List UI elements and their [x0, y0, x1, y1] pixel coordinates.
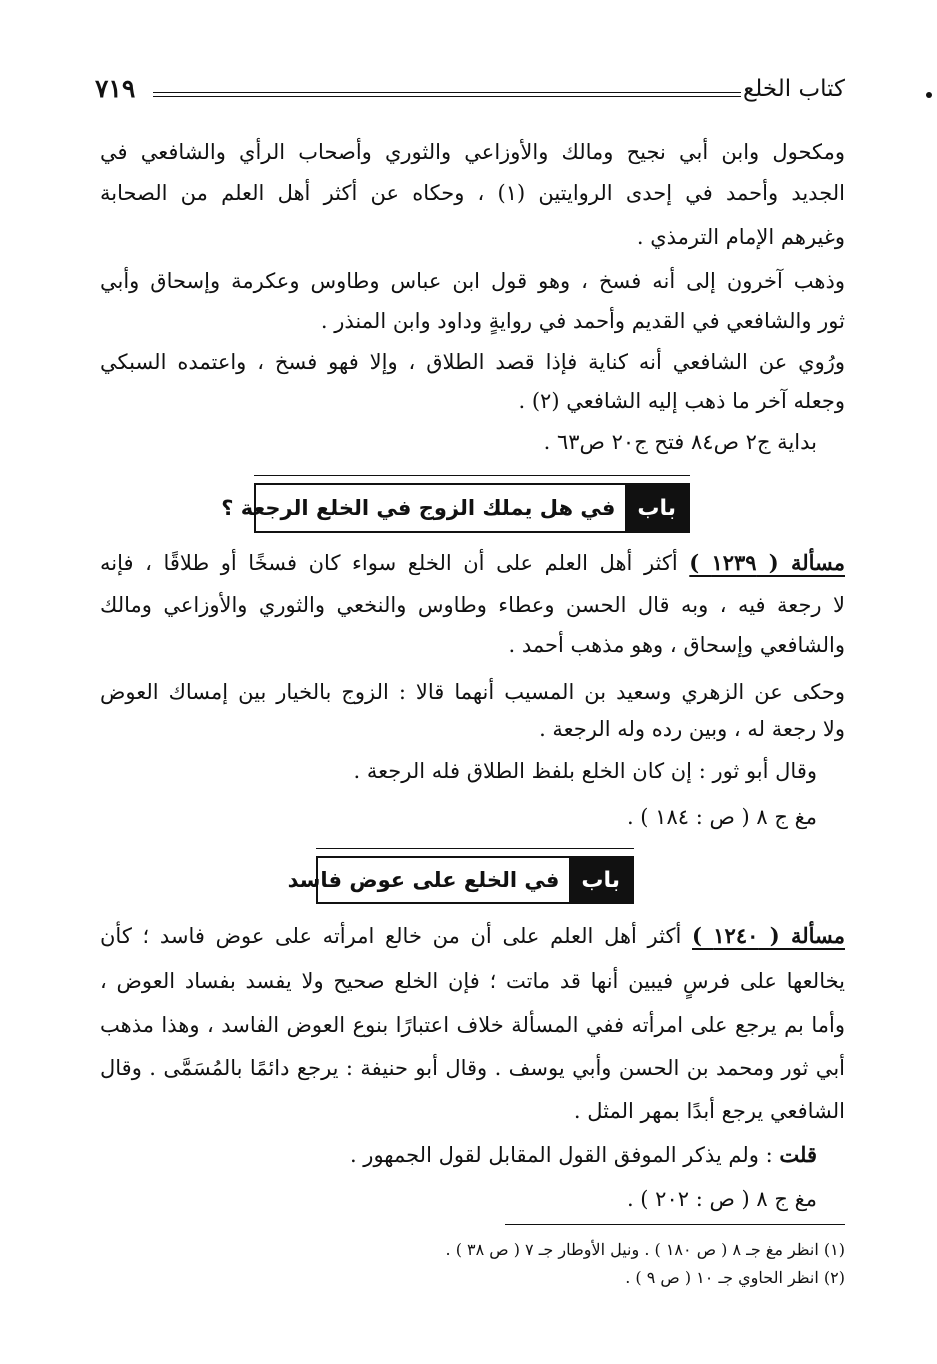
masala-text: أكثر أهل العلم على أن من خالع امرأته على عوض فاسد ؛ كأن [100, 924, 682, 948]
qult-text: : ولم يذكر الموفق القول المقابل لقول الجمهور . [349, 1143, 773, 1167]
bab-label: باب [625, 485, 688, 531]
header-rule [153, 92, 741, 97]
qult-line [100, 1140, 817, 1170]
box-top-rule [316, 848, 634, 849]
text-line: الشافعي يرجع أبدًا بمهر المثل . [573, 1099, 845, 1123]
masala-text: أكثر أهل العلم على أن الخلع سواء كان فسخًا أو طلاقًا ، فإنه [100, 551, 678, 575]
text-line: وأما بم يرجع على امرأته ففي المسألة خلاف اعتبارًا بنوع العوض الفاسد ، وهذا مذهب [100, 1013, 845, 1037]
source-reference: مغ ج ٨ ( ص : ١٨٤ ) . [626, 805, 817, 829]
text-line: الجديد وأحمد في إحدى الروايتين (١) ، وحكاه عن أكثر أهل العلم من الصحابة [100, 181, 845, 205]
running-title: كتاب الخلع [743, 76, 845, 102]
text-line: ورُوي عن الشافعي أنه كناية فإذا قصد الطلاق ، وإلا فهو فسخ ، واعتمده السبكي [100, 350, 845, 374]
text-line: وغيرهم الإمام الترمذي . [636, 225, 845, 249]
chapter-heading-box [287, 856, 634, 904]
text-line: ولا رجعة له ، وبين رده وله الرجعة . [539, 717, 845, 741]
footnote: (٢) انظر الحاوي جـ ١٠ ( ص ٩ ) . [625, 1268, 845, 1287]
text-line: والشافعي وإسحاق ، وهو مذهب أحمد . [508, 633, 845, 657]
text-line: ومكحول وابن أبي نجيح ومالك والأوزاعي والثوري وأصحاب الرأي والشافعي في [100, 140, 845, 164]
text-line: لا رجعة فيه ، وبه قال الحسن وعطاء وطاوس والنخعي والثوري والأوزاعي ومالك [100, 593, 845, 617]
chapter-heading-title: في هل يملك الزوج في الخلع الرجعة ؟ [221, 496, 616, 520]
masala-number: مسألة ( ١٢٣٩ ) [689, 550, 845, 575]
chapter-heading-box [221, 483, 690, 533]
source-reference: بداية ج٢ ص٨٤ فتح ج٢٠ ص٦٣ . [543, 430, 817, 454]
chapter-heading-title: في الخلع على عوض فاسد [287, 868, 560, 892]
qult-label: قلت [779, 1142, 817, 1167]
masala-number: مسألة ( ١٢٤٠ ) [692, 923, 845, 948]
page-number: ٧١٩ [95, 74, 136, 103]
masala-line [100, 548, 845, 578]
text-line: يخالعها على فرسٍ فيبين أنها قد ماتت ؛ فإن الخلع صحيح ولا يفسد بفساد العوض ، [100, 969, 845, 993]
scan-speck [926, 92, 932, 98]
source-reference: مغ ج ٨ ( ص : ٢٠٢ ) . [626, 1187, 817, 1211]
page-header [95, 72, 845, 116]
masala-line [100, 921, 845, 951]
text-line: وقال أبو ثور : إن كان الخلع بلفظ الطلاق فله الرجعة . [353, 759, 817, 783]
bab-label: باب [569, 858, 632, 902]
text-line: أبي ثور ومحمد بن الحسن وأبي يوسف . وقال أبو حنيفة : يرجع دائمًا بالمُسَمَّى . وقال [100, 1056, 845, 1080]
text-line: وحكى عن الزهري وسعيد بن المسيب أنهما قالا : الزوج بالخيار بين إمساك العوض [100, 680, 845, 704]
footnote: (١) انظر مغ جـ ٨ ( ص ١٨٠ ) . ونيل الأوطار جـ ٧ ( ص ٣٨ ) . [445, 1240, 845, 1259]
text-line: وجعله آخر ما ذهب إليه الشافعي (٢) . [518, 389, 845, 413]
text-line: ثور والشافعي في القديم وأحمد في روايةٍ وداود وابن المنذر . [320, 309, 845, 333]
footnote-rule [505, 1224, 845, 1225]
box-top-rule [254, 475, 690, 476]
text-line: وذهب آخرون إلى أنه فسخ ، وهو قول ابن عباس وطاوس وعكرمة وإسحاق وأبي [100, 269, 845, 293]
